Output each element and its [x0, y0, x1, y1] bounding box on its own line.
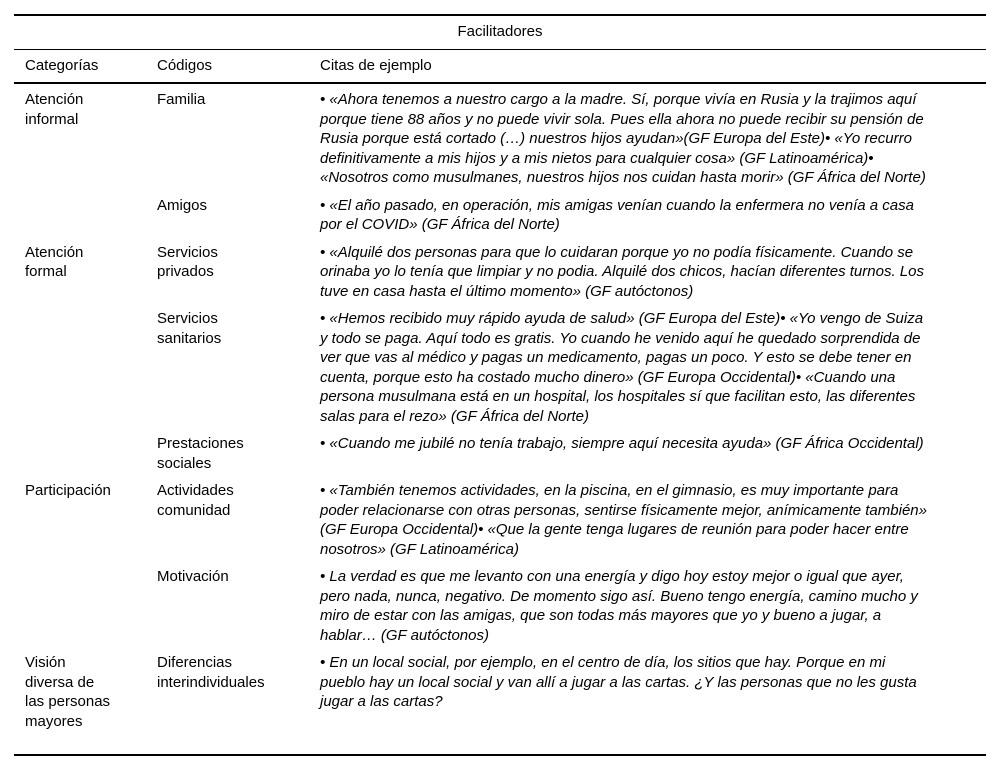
table-header-row — [14, 50, 986, 83]
quote-cell: • «El año pasado, en operación, mis amigas venían cuando la enfermera no venía a casa por el COVID» (GF África del Norte) — [320, 196, 914, 233]
column-header-citas: Citas de ejemplo — [320, 56, 432, 74]
code-cell: Motivación — [157, 568, 229, 585]
quote-cell: • En un local social, por ejemplo, en el centro de día, los sitios que hay. Porque en mi pueblo hay un local social y van allí a jugar a las cartas. ¿Y las personas que no les gusta jugar a las cartas? — [320, 654, 917, 710]
code-cell: Prestaciones sociales — [157, 435, 244, 472]
code-cell: Amigos — [157, 196, 208, 214]
table-row — [14, 481, 986, 559]
table-title: Facilitadores — [457, 23, 543, 40]
code-cell: Servicios privados — [157, 243, 218, 280]
quote-cell: • «Cuando me jubilé no tenía trabajo, siempre aquí necesita ayuda» (GF África Occidental) — [320, 435, 924, 452]
quote-cell: • «También tenemos actividades, en la piscina, en el gimnasio, es muy importante para poder relacionarse con otras personas, sentirse físicamente mejor, anímicamente también» (GF Europa Occidental)• «Que la gente tenga lugares de reunión para poder hacer entre nosotros» (GF Latinoamérica) — [320, 482, 927, 558]
table-row — [14, 567, 986, 645]
quote-cell: • «Hemos recibido muy rápido ayuda de salud» (GF Europa del Este)• «Yo vengo de Suiza y todo se paga. Aquí todo es gratis. Yo cuando he venido aquí he quedado sorprendida de ver que vas al médico y pagas un medicamento, pagas un poco. Y esto se debe tener en cuenta, porque esto ha costado mucho dinero» (GF Europa Occidental)• «Cuando una persona musulmana está en un hospital, los hospitales sí que facilitan esto, las diferentes salas para el rezo» (GF África del Norte) — [320, 310, 924, 425]
table-row — [14, 653, 986, 731]
table-row — [14, 309, 986, 426]
table-row — [14, 196, 986, 235]
table-row — [14, 243, 986, 302]
quote-cell: • «Alquilé dos personas para que lo cuidaran porque yo no podía físicamente. Cuando se orinaba yo lo tenía que limpiar y no podia. Alquilé dos chicos, hacían diferentes turnos. Los tuve en casa hasta el último momento» (GF autóctonos) — [320, 243, 924, 300]
category-cell: Atención informal — [25, 91, 84, 128]
code-cell: Actividades comunidad — [157, 482, 234, 519]
table-row — [14, 434, 986, 473]
code-cell: Familia — [157, 91, 206, 108]
facilitadores-table — [14, 14, 986, 756]
table-bottom-rule — [14, 754, 986, 756]
category-cell: Visión diversa de las personas mayores — [25, 654, 111, 730]
quote-cell: • La verdad es que me levanto con una energía y digo hoy estoy mejor o igual que ayer, pero nada, nunca, negativo. De momento sigo así. Bueno tengo energía, camino mucho y miro de estar con las amigas, que son todas más mayores que yo y bueno a jugar, a hablar… (GF autóctonos) — [320, 568, 918, 644]
table-body — [14, 84, 986, 731]
category-cell: Atención formal — [25, 243, 84, 280]
quote-cell: • «Ahora tenemos a nuestro cargo a la madre. Sí, porque vivía en Rusia y la trajimos aquí porque tiene 88 años y no puede vivir sola. Pues ella ahora no puede recibir su pensión de Rusia porque está cortado (…) nuestros hijos ayudan»(GF Europa del Este)• «Yo recurro definitivamente a mis hijos y a mis nietos para cualquier cosa» (GF Latinoamérica)• «Nosotros como musulmanes, nuestros hijos nos cuidan hasta morir» (GF África del Norte) — [320, 91, 926, 186]
column-header-codigos: Códigos — [157, 56, 213, 74]
table-row — [14, 90, 986, 188]
category-cell: Participación — [25, 482, 111, 499]
code-cell: Diferencias interindividuales — [157, 654, 265, 691]
code-cell: Servicios sanitarios — [157, 310, 222, 347]
column-header-categorias: Categorías — [25, 56, 99, 74]
